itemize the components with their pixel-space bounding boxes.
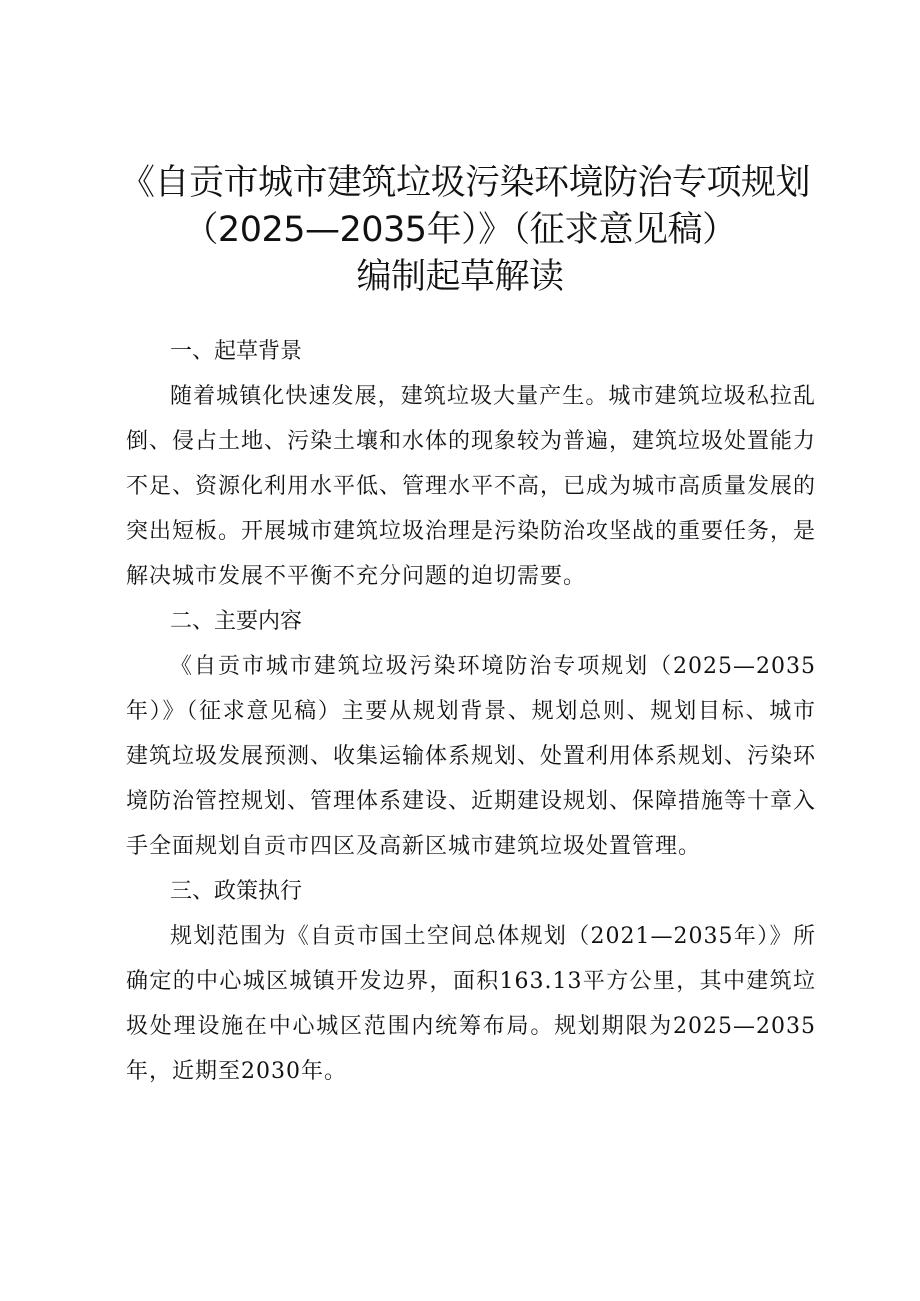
document-title [120,160,811,301]
section-heading-policy-execution: 三、政策执行 [170,879,303,904]
section-paragraph-policy-execution: 规划范围为《自贡市国土空间总体规划（2021—2035年）》所确定的中心城区城镇开发边界，面积163.13平方公里，其中建筑垃圾处理设施在中心城区范围内统筹布局。规划期限为2025—2035年，近期至2030年。 [126,924,816,1084]
section-paragraph-main-content: 《自贡市城市建筑垃圾污染环境防治专项规划（2025—2035年）》（征求意见稿）主要从规划背景、规划总则、规划目标、城市建筑垃圾发展预测、收集运输体系规划、处置利用体系规划、污染环境防治管控规划、管理体系建设、近期建设规划、保障措施等十章入手全面规划自贡市四区及高新区城市建筑垃圾处置管理。 [126,654,817,859]
section-paragraph-background: 随着城镇化快速发展，建筑垃圾大量产生。城市建筑垃圾私拉乱倒、侵占土地、污染土壤和水体的现象较为普遍，建筑垃圾处置能力不足、资源化利用水平低、管理水平不高，已成为城市高质量发展的突出短板。开展城市建筑垃圾治理是污染防治攻坚战的重要任务，是解决城市发展不平衡不充分问题的迫切需要。 [126,384,817,589]
section-heading-main-content: 二、主要内容 [170,609,303,634]
document-body [126,329,816,1094]
title-line-2: （2025—2035年）》（征求意见稿） [183,210,737,250]
title-line-1: 《自贡市城市建筑垃圾污染环境防治专项规划 [120,163,811,203]
title-line-3: 编制起草解读 [356,257,564,297]
section-heading-background: 一、起草背景 [170,339,303,364]
